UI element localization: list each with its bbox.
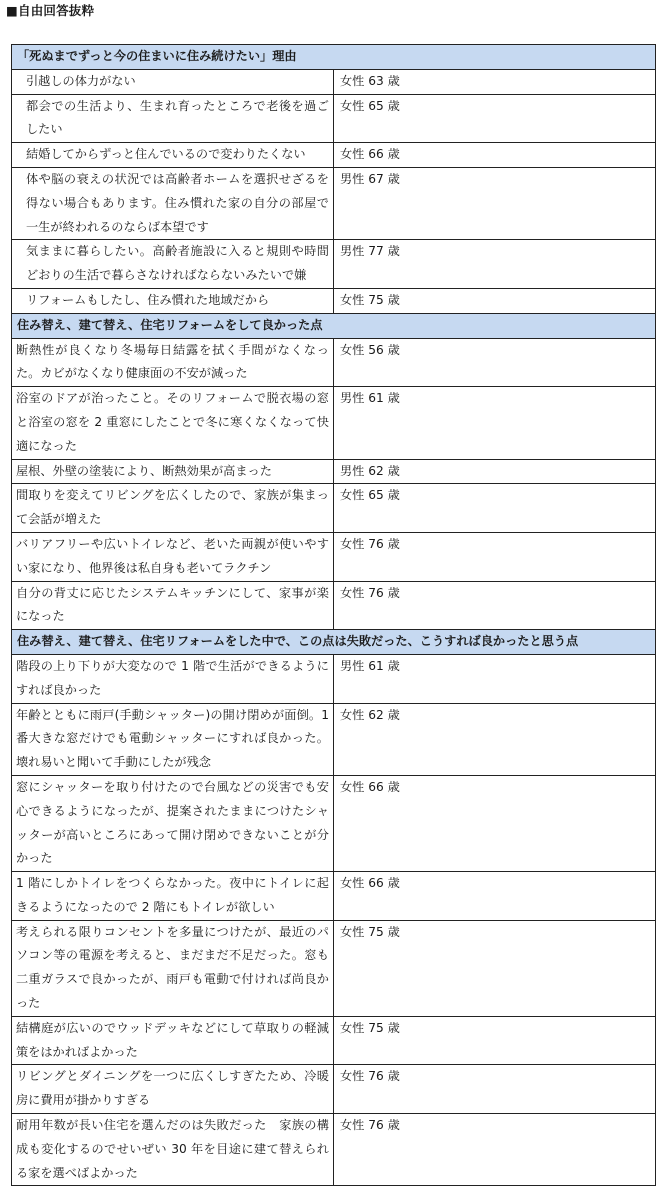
respondent-attribute: 男性 62 歳	[334, 459, 656, 484]
respondent-attribute: 女性 63 歳	[334, 69, 656, 94]
respondent-attribute: 女性 66 歳	[334, 143, 656, 168]
answer-text: 考えられる限りコンセントを多量につけたが、最近のパソコン等の電源を考えると、まだまだ不足だった。窓も二重ガラスで良かったが、雨戸も電動で付ければ尚良かった	[12, 920, 334, 1016]
table-row	[12, 1114, 656, 1186]
answer-text: リビングとダイニングを一つに広くしすぎたため、冷暖房に費用が掛かりすぎる	[12, 1065, 334, 1114]
answer-text: 引越しの体力がない	[12, 69, 334, 94]
answer-text: 間取りを変えてリビングを広くしたので、家族が集まって会話が増えた	[12, 484, 334, 533]
respondent-attribute: 女性 76 歳	[334, 581, 656, 630]
section-title: 住み替え、建て替え、住宅リフォームをして良かった点	[12, 313, 656, 338]
section-title: 住み替え、建て替え、住宅リフォームをした中で、この点は失敗だった、こうすれば良かったと思う点	[12, 630, 656, 655]
table-row	[12, 1065, 656, 1114]
table-row	[12, 654, 656, 703]
section-header-row	[12, 630, 656, 655]
table-row	[12, 69, 656, 94]
table-row	[12, 240, 656, 289]
respondent-attribute: 女性 66 歳	[334, 775, 656, 871]
table-row	[12, 872, 656, 921]
section-header-row	[12, 45, 656, 70]
answer-text: バリアフリーや広いトイレなど、老いた両親が使いやすい家になり、他界後は私自身も老いてラクチン	[12, 532, 334, 581]
section-header-row	[12, 313, 656, 338]
respondent-attribute: 男性 61 歳	[334, 654, 656, 703]
respondent-attribute: 女性 62 歳	[334, 703, 656, 775]
table-row	[12, 459, 656, 484]
answer-text: 1 階にしかトイレをつくらなかった。夜中にトイレに起きるようになったので 2 階にもトイレが欲しい	[12, 872, 334, 921]
respondent-attribute: 女性 75 歳	[334, 1016, 656, 1065]
section-title: 「死ぬまでずっと今の住まいに住み続けたい」理由	[12, 45, 656, 70]
free-answer-table	[11, 44, 656, 1186]
table-row	[12, 167, 656, 239]
table-row	[12, 338, 656, 387]
table-row	[12, 94, 656, 143]
respondent-attribute: 女性 75 歳	[334, 920, 656, 1016]
table-row	[12, 288, 656, 313]
table-row	[12, 532, 656, 581]
respondent-attribute: 女性 65 歳	[334, 484, 656, 533]
respondent-attribute: 女性 75 歳	[334, 288, 656, 313]
answer-text: 年齢とともに雨戸(手動シャッター)の開け閉めが面倒。1 番大きな窓だけでも電動シャッターにすれば良かった。壊れ易いと聞いて手動にしたが残念	[12, 703, 334, 775]
respondent-attribute: 男性 67 歳	[334, 167, 656, 239]
table-row	[12, 920, 656, 1016]
answer-text: 結婚してからずっと住んでいるので変わりたくない	[12, 143, 334, 168]
answer-text: 断熱性が良くなり冬場毎日結露を拭く手間がなくなった。カビがなくなり健康面の不安が減った	[12, 338, 334, 387]
answer-text: 気ままに暮らしたい。高齢者施設に入ると規則や時間どおりの生活で暮らさなければならないみたいで嫌	[12, 240, 334, 289]
free-answer-table-body	[12, 45, 656, 1186]
answer-text: 結構庭が広いのでウッドデッキなどにして草取りの軽減策をはかればよかった	[12, 1016, 334, 1065]
answer-text: 都会での生活より、生まれ育ったところで老後を過ごしたい	[12, 94, 334, 143]
answer-text: 階段の上り下りが大変なので 1 階で生活ができるようにすれば良かった	[12, 654, 334, 703]
table-row	[12, 703, 656, 775]
answer-text: 屋根、外壁の塗装により、断熱効果が高まった	[12, 459, 334, 484]
table-row	[12, 775, 656, 871]
respondent-attribute: 女性 76 歳	[334, 1114, 656, 1186]
table-row	[12, 1016, 656, 1065]
respondent-attribute: 女性 66 歳	[334, 872, 656, 921]
respondent-attribute: 女性 65 歳	[334, 94, 656, 143]
table-row	[12, 143, 656, 168]
respondent-attribute: 女性 56 歳	[334, 338, 656, 387]
respondent-attribute: 女性 76 歳	[334, 532, 656, 581]
table-row	[12, 387, 656, 459]
answer-text: 窓にシャッターを取り付けたので台風などの災害でも安心できるようになったが、提案されたままにつけたシャッターが高いところにあって開け閉めできないことが分かった	[12, 775, 334, 871]
answer-text: 体や脳の衰えの状況では高齢者ホームを選択せざるを得ない場合もあります。住み慣れた家の自分の部屋で一生が終われるのならば本望です	[12, 167, 334, 239]
answer-text: 自分の背丈に応じたシステムキッチンにして、家事が楽になった	[12, 581, 334, 630]
answer-text: 耐用年数が長い住宅を選んだのは失敗だった 家族の構成も変化するのでせいぜい 30 年を目途に建て替えられる家を選べばよかった	[12, 1114, 334, 1186]
respondent-attribute: 女性 76 歳	[334, 1065, 656, 1114]
page-heading: ■自由回答抜粋	[6, 3, 95, 18]
respondent-attribute: 男性 77 歳	[334, 240, 656, 289]
table-row	[12, 484, 656, 533]
answer-text: 浴室のドアが治ったこと。そのリフォームで脱衣場の窓と浴室の窓を 2 重窓にしたことで冬に寒くなくなって快適になった	[12, 387, 334, 459]
respondent-attribute: 男性 61 歳	[334, 387, 656, 459]
answer-text: リフォームもしたし、住み慣れた地域だから	[12, 288, 334, 313]
table-row	[12, 581, 656, 630]
